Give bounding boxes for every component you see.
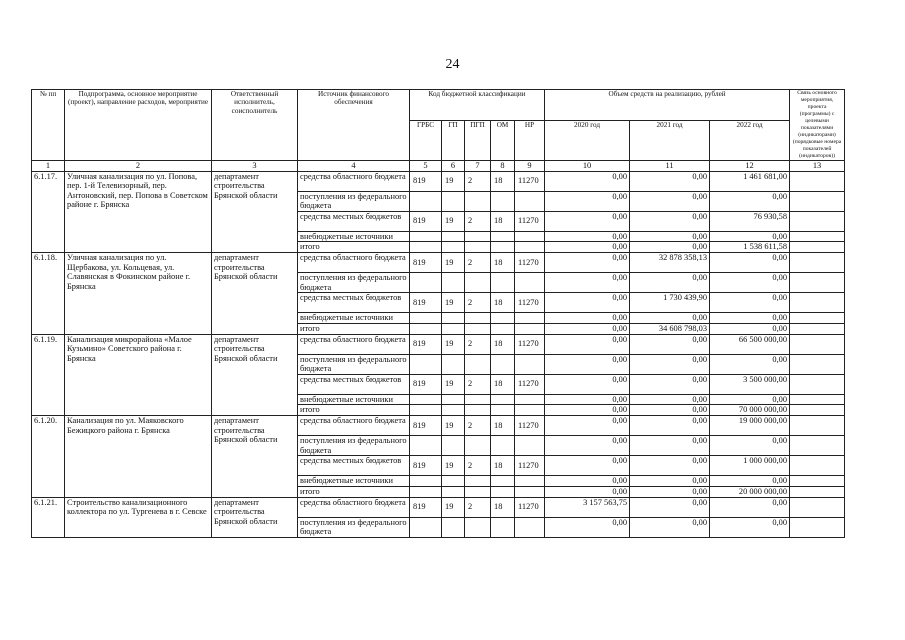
amount-cell: 0,00 (630, 242, 710, 253)
table-row (32, 171, 845, 191)
amount-cell: 0,00 (630, 456, 710, 476)
source-label: поступления из федерального бюджета (298, 354, 410, 374)
code-empty (410, 405, 442, 416)
code-gp: 19 (442, 253, 465, 273)
table-header (32, 90, 845, 172)
item-responsible: департамент строительства Брянской области (212, 497, 298, 537)
code-empty (410, 486, 442, 497)
link-cell (790, 456, 845, 476)
amount-cell: 0,00 (545, 486, 630, 497)
code-empty (442, 354, 465, 374)
item-number: 6.1.21. (32, 497, 65, 537)
amount-cell: 0,00 (630, 334, 710, 354)
code-empty (515, 517, 545, 537)
amount-cell: 34 608 798,03 (630, 323, 710, 334)
amount-cell: 0,00 (545, 476, 630, 487)
header-2022: 2022 год (710, 121, 790, 161)
amount-cell: 0,00 (545, 171, 630, 191)
column-number: 6 (442, 160, 465, 171)
amount-cell: 0,00 (545, 436, 630, 456)
code-pgp: 2 (465, 211, 491, 231)
code-grbs: 819 (410, 416, 442, 436)
header-om: ОМ (491, 121, 515, 161)
item-number: 6.1.17. (32, 171, 65, 253)
amount-cell: 0,00 (710, 497, 790, 517)
header-grbs: ГРБС (410, 121, 442, 161)
column-number: 4 (298, 160, 410, 171)
amount-cell: 0,00 (545, 416, 630, 436)
header-budget-code: Код бюджетной классификации (410, 90, 545, 121)
code-np: 11270 (515, 211, 545, 231)
code-empty (442, 517, 465, 537)
item-number: 6.1.20. (32, 416, 65, 498)
code-om: 18 (491, 374, 515, 394)
code-empty (515, 436, 545, 456)
table-row (32, 416, 845, 436)
code-pgp: 2 (465, 374, 491, 394)
code-np: 11270 (515, 497, 545, 517)
column-number: 7 (465, 160, 491, 171)
column-number: 5 (410, 160, 442, 171)
code-np: 11270 (515, 253, 545, 273)
source-label: средства областного бюджета (298, 171, 410, 191)
amount-cell: 0,00 (545, 405, 630, 416)
table-row (32, 253, 845, 273)
amount-cell: 0,00 (630, 374, 710, 394)
item-responsible: департамент строительства Брянской области (212, 171, 298, 253)
source-label: итого (298, 486, 410, 497)
code-om: 18 (491, 334, 515, 354)
code-empty (515, 273, 545, 293)
source-label: поступления из федерального бюджета (298, 517, 410, 537)
code-empty (491, 354, 515, 374)
code-empty (515, 486, 545, 497)
code-empty (410, 517, 442, 537)
amount-cell: 0,00 (545, 273, 630, 293)
link-cell (790, 242, 845, 253)
code-empty (442, 242, 465, 253)
amount-cell: 0,00 (545, 456, 630, 476)
code-empty (410, 394, 442, 405)
code-empty (410, 273, 442, 293)
code-pgp: 2 (465, 253, 491, 273)
code-empty (465, 405, 491, 416)
table-row (32, 497, 845, 517)
code-gp: 19 (442, 334, 465, 354)
source-label: поступления из федерального бюджета (298, 191, 410, 211)
amount-cell: 0,00 (545, 354, 630, 374)
source-label: итого (298, 405, 410, 416)
code-empty (442, 273, 465, 293)
amount-cell: 66 500 000,00 (710, 334, 790, 354)
amount-cell: 0,00 (710, 293, 790, 313)
amount-cell: 19 000 000,00 (710, 416, 790, 436)
source-label: средства местных бюджетов (298, 211, 410, 231)
column-number: 9 (515, 160, 545, 171)
code-empty (442, 436, 465, 456)
code-empty (491, 476, 515, 487)
code-empty (491, 313, 515, 324)
amount-cell: 0,00 (710, 253, 790, 273)
code-grbs: 819 (410, 171, 442, 191)
column-number: 8 (491, 160, 515, 171)
amount-cell: 0,00 (545, 253, 630, 273)
amount-cell: 0,00 (710, 517, 790, 537)
code-empty (515, 231, 545, 242)
amount-cell: 0,00 (710, 323, 790, 334)
code-np: 11270 (515, 171, 545, 191)
link-cell (790, 436, 845, 456)
amount-cell: 0,00 (545, 231, 630, 242)
code-np: 11270 (515, 374, 545, 394)
header-source: Источник финансового обеспечения (298, 90, 410, 161)
item-name: Уличная канализация по ул. Попова, пер. 1-й Телевизорный, пер. Антоновский, пер. Попова в Советском районе г. Брянска (65, 171, 212, 253)
amount-cell: 0,00 (545, 323, 630, 334)
column-number: 1 (32, 160, 65, 171)
header-2021: 2021 год (630, 121, 710, 161)
code-empty (410, 191, 442, 211)
amount-cell: 0,00 (545, 334, 630, 354)
amount-cell: 0,00 (710, 273, 790, 293)
code-empty (465, 476, 491, 487)
link-cell (790, 334, 845, 354)
link-cell (790, 374, 845, 394)
code-empty (465, 242, 491, 253)
code-pgp: 2 (465, 171, 491, 191)
amount-cell: 0,00 (630, 191, 710, 211)
source-label: итого (298, 323, 410, 334)
column-number: 10 (545, 160, 630, 171)
amount-cell: 0,00 (630, 486, 710, 497)
code-grbs: 819 (410, 334, 442, 354)
amount-cell: 1 000 000,00 (710, 456, 790, 476)
amount-cell: 1 730 439,90 (630, 293, 710, 313)
source-label: средства местных бюджетов (298, 456, 410, 476)
table-body (32, 171, 845, 537)
code-np: 11270 (515, 293, 545, 313)
amount-cell: 0,00 (630, 354, 710, 374)
link-cell (790, 416, 845, 436)
link-cell (790, 405, 845, 416)
link-cell (790, 191, 845, 211)
amount-cell: 0,00 (710, 436, 790, 456)
link-cell (790, 323, 845, 334)
amount-cell: 0,00 (710, 476, 790, 487)
link-cell (790, 231, 845, 242)
amount-cell: 0,00 (545, 242, 630, 253)
code-empty (465, 323, 491, 334)
source-label: средства областного бюджета (298, 497, 410, 517)
amount-cell: 3 500 000,00 (710, 374, 790, 394)
code-empty (465, 486, 491, 497)
amount-cell: 0,00 (630, 273, 710, 293)
link-cell (790, 171, 845, 191)
code-empty (515, 323, 545, 334)
code-om: 18 (491, 416, 515, 436)
code-np: 11270 (515, 334, 545, 354)
code-empty (491, 273, 515, 293)
code-empty (491, 394, 515, 405)
code-empty (515, 405, 545, 416)
amount-cell: 0,00 (545, 313, 630, 324)
amount-cell: 0,00 (630, 436, 710, 456)
code-np: 11270 (515, 416, 545, 436)
code-np: 11270 (515, 456, 545, 476)
amount-cell: 0,00 (630, 517, 710, 537)
item-responsible: департамент строительства Брянской области (212, 334, 298, 416)
amount-cell: 0,00 (630, 476, 710, 487)
code-grbs: 819 (410, 497, 442, 517)
header-2020: 2020 год (545, 121, 630, 161)
amount-cell: 0,00 (545, 517, 630, 537)
source-label: поступления из федерального бюджета (298, 436, 410, 456)
code-grbs: 819 (410, 211, 442, 231)
amount-cell: 0,00 (545, 211, 630, 231)
code-empty (465, 394, 491, 405)
amount-cell: 20 000 000,00 (710, 486, 790, 497)
code-gp: 19 (442, 416, 465, 436)
code-grbs: 819 (410, 374, 442, 394)
column-number: 3 (212, 160, 298, 171)
code-om: 18 (491, 293, 515, 313)
code-empty (410, 231, 442, 242)
source-label: внебюджетные источники (298, 231, 410, 242)
amount-cell: 0,00 (545, 293, 630, 313)
source-label: средства областного бюджета (298, 334, 410, 354)
code-empty (465, 273, 491, 293)
amount-cell: 0,00 (710, 354, 790, 374)
amount-cell: 0,00 (630, 171, 710, 191)
code-empty (442, 486, 465, 497)
amount-cell: 0,00 (630, 211, 710, 231)
code-empty (491, 436, 515, 456)
code-empty (515, 354, 545, 374)
amount-cell: 0,00 (710, 231, 790, 242)
code-empty (410, 436, 442, 456)
code-empty (465, 313, 491, 324)
code-empty (465, 191, 491, 211)
header-volume: Объем средств на реализацию, рублей (545, 90, 790, 121)
amount-cell: 0,00 (630, 405, 710, 416)
code-empty (442, 405, 465, 416)
code-empty (410, 323, 442, 334)
code-empty (515, 191, 545, 211)
code-empty (491, 323, 515, 334)
column-number: 11 (630, 160, 710, 171)
link-cell (790, 517, 845, 537)
page-number: 24 (445, 57, 460, 72)
code-gp: 19 (442, 456, 465, 476)
amount-cell: 0,00 (630, 497, 710, 517)
code-empty (442, 323, 465, 334)
code-empty (465, 231, 491, 242)
code-empty (515, 313, 545, 324)
code-empty (465, 436, 491, 456)
code-empty (442, 231, 465, 242)
amount-cell: 32 878 358,13 (630, 253, 710, 273)
link-cell (790, 354, 845, 374)
code-empty (410, 313, 442, 324)
item-name: Строительство канализационного коллектора по ул. Тургенева в г. Севске (65, 497, 212, 537)
amount-cell: 0,00 (545, 374, 630, 394)
code-pgp: 2 (465, 416, 491, 436)
code-empty (515, 242, 545, 253)
amount-cell: 1 461 681,00 (710, 171, 790, 191)
code-empty (410, 242, 442, 253)
budget-table (31, 89, 845, 538)
code-gp: 19 (442, 171, 465, 191)
amount-cell: 0,00 (630, 313, 710, 324)
item-name: Канализация микрорайона «Малое Кузьмино» Советского района г. Брянска (65, 334, 212, 416)
code-empty (491, 486, 515, 497)
header-pgp: ПГП (465, 121, 491, 161)
source-label: средства областного бюджета (298, 416, 410, 436)
code-empty (465, 354, 491, 374)
source-label: внебюджетные источники (298, 313, 410, 324)
code-empty (442, 191, 465, 211)
item-name: Канализация по ул. Маяковского Бежицкого района г. Брянска (65, 416, 212, 498)
amount-cell: 0,00 (630, 231, 710, 242)
source-label: средства областного бюджета (298, 253, 410, 273)
amount-cell: 0,00 (710, 191, 790, 211)
amount-cell: 0,00 (710, 313, 790, 324)
source-label: итого (298, 242, 410, 253)
header-link: Связь основного мероприятия, проекта (программы) с целевыми показателями (индикаторами) (порядковые номера показателей (индикаторов)) (790, 90, 845, 161)
code-empty (442, 313, 465, 324)
link-cell (790, 293, 845, 313)
link-cell (790, 394, 845, 405)
code-empty (442, 476, 465, 487)
code-gp: 19 (442, 211, 465, 231)
code-empty (491, 231, 515, 242)
source-label: внебюджетные источники (298, 394, 410, 405)
link-cell (790, 253, 845, 273)
item-number: 6.1.19. (32, 334, 65, 416)
item-responsible: департамент строительства Брянской области (212, 416, 298, 498)
amount-cell: 70 000 000,00 (710, 405, 790, 416)
item-number: 6.1.18. (32, 253, 65, 335)
source-label: средства местных бюджетов (298, 374, 410, 394)
amount-cell: 1 538 611,58 (710, 242, 790, 253)
link-cell (790, 486, 845, 497)
code-om: 18 (491, 211, 515, 231)
code-pgp: 2 (465, 497, 491, 517)
code-pgp: 2 (465, 334, 491, 354)
link-cell (790, 497, 845, 517)
code-empty (491, 242, 515, 253)
code-om: 18 (491, 171, 515, 191)
code-empty (491, 405, 515, 416)
code-grbs: 819 (410, 293, 442, 313)
code-grbs: 819 (410, 456, 442, 476)
amount-cell: 0,00 (710, 394, 790, 405)
item-name: Уличная канализация по ул. Щербакова, ул. Кольцевая, ул. Славянская в Фокинском районе г. Брянска (65, 253, 212, 335)
amount-cell: 0,00 (545, 394, 630, 405)
link-cell (790, 313, 845, 324)
code-empty (465, 517, 491, 537)
column-number: 13 (790, 160, 845, 171)
amount-cell: 3 157 563,75 (545, 497, 630, 517)
source-label: поступления из федерального бюджета (298, 273, 410, 293)
column-number: 2 (65, 160, 212, 171)
code-om: 18 (491, 497, 515, 517)
amount-cell: 0,00 (630, 394, 710, 405)
code-grbs: 819 (410, 253, 442, 273)
amount-cell: 76 930,58 (710, 211, 790, 231)
column-number: 12 (710, 160, 790, 171)
code-empty (491, 191, 515, 211)
item-responsible: департамент строительства Брянской области (212, 253, 298, 335)
code-gp: 19 (442, 497, 465, 517)
code-om: 18 (491, 253, 515, 273)
table-row (32, 334, 845, 354)
code-empty (515, 476, 545, 487)
source-label: внебюджетные источники (298, 476, 410, 487)
link-cell (790, 273, 845, 293)
code-empty (442, 394, 465, 405)
header-np: НР (515, 121, 545, 161)
amount-cell: 0,00 (545, 191, 630, 211)
code-empty (515, 394, 545, 405)
source-label: средства местных бюджетов (298, 293, 410, 313)
header-responsible: Ответственный исполнитель, соисполнитель (212, 90, 298, 161)
code-empty (410, 476, 442, 487)
code-pgp: 2 (465, 456, 491, 476)
code-om: 18 (491, 456, 515, 476)
amount-cell: 0,00 (630, 416, 710, 436)
link-cell (790, 211, 845, 231)
header-name: Подпрограмма, основное мероприятие (проект), направление расходов, мероприятие (65, 90, 212, 161)
code-empty (410, 354, 442, 374)
header-num: № пп (32, 90, 65, 161)
header-gp: ГП (442, 121, 465, 161)
code-gp: 19 (442, 293, 465, 313)
code-pgp: 2 (465, 293, 491, 313)
code-gp: 19 (442, 374, 465, 394)
link-cell (790, 476, 845, 487)
code-empty (491, 517, 515, 537)
